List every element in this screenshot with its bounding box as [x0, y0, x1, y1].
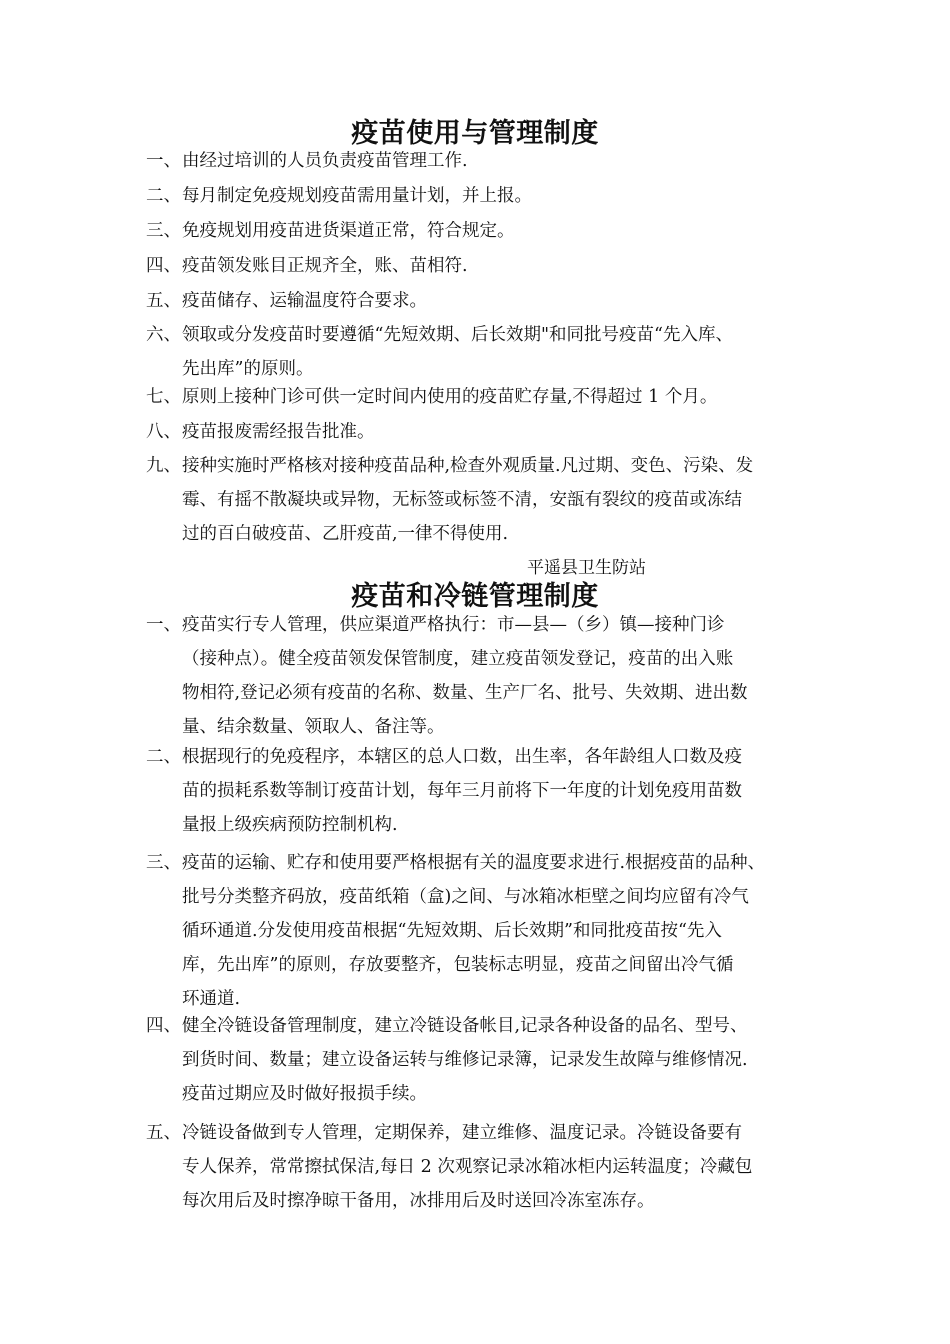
item-text: 到货时间、数量；建立设备运转与维修记录簿，记录发生故障与维修情况.: [182, 1050, 748, 1070]
item-number: 七、: [146, 387, 181, 407]
doc2-item-1: [146, 608, 826, 744]
item-number: 六、: [146, 325, 181, 345]
item-number: 二、: [146, 186, 181, 206]
item-text-line: [146, 642, 826, 676]
item-text-line: [146, 608, 826, 642]
doc1-item-9: [146, 449, 826, 551]
item-number: 九、: [146, 456, 181, 476]
item-text-line: [146, 380, 826, 414]
item-text-line: [146, 415, 826, 449]
item-text-line: [146, 1043, 826, 1077]
item-text: 量、结余数量、领取人、备注等。: [182, 717, 445, 737]
item-text: 量报上级疾病预防控制机构.: [182, 815, 398, 835]
doc2-item-2: [146, 740, 826, 842]
item-text: 苗的损耗系数等制订疫苗计划，每年三月前将下一年度的计划免疫用苗数: [182, 781, 742, 801]
item-text: 每次用后及时擦净晾干备用，冰排用后及时送回冷冻室冻存。: [182, 1191, 655, 1211]
doc2-title: 疫苗和冷链管理制度: [351, 581, 599, 612]
item-text-line: [146, 249, 826, 283]
item-text-line: [146, 740, 826, 774]
item-text-line: [146, 676, 826, 710]
doc1-signature: 平遥县卫生防站: [527, 558, 646, 578]
item-text: 疫苗过期应及时做好报损手续。: [182, 1084, 427, 1104]
item-text-line: [146, 1184, 826, 1218]
doc1-item-6: [146, 318, 826, 386]
item-text: 专人保养，常常擦拭保洁,每日 2 次观察记录冰箱冰柜内运转温度；冷藏包: [182, 1157, 753, 1177]
item-text: 冷链设备做到专人管理，定期保养，建立维修、温度记录。冷链设备要有: [182, 1123, 742, 1143]
item-text: 接种实施时严格核对接种疫苗品种,检查外观质量.凡过期、变色、污染、发: [182, 456, 754, 476]
item-number: 四、: [146, 1016, 181, 1036]
item-text-line: [146, 808, 826, 842]
item-text-line: [146, 449, 826, 483]
item-text-line: [146, 1116, 826, 1150]
item-text: 免疫规划用疫苗进货渠道正常，符合规定。: [182, 221, 515, 241]
item-text: 疫苗报废需经报告批准。: [182, 422, 375, 442]
item-text-line: [146, 517, 826, 551]
item-number: 三、: [146, 221, 181, 241]
item-text-line: [146, 1150, 826, 1184]
doc1-item-4: [146, 249, 826, 283]
item-text: 霉、有摇不散凝块或异物，无标签或标签不清，安瓿有裂纹的疫苗或冻结: [182, 490, 742, 510]
item-text-line: [146, 948, 826, 982]
doc2-item-5: [146, 1116, 826, 1218]
doc1-item-1: [146, 144, 826, 178]
item-number: 四、: [146, 256, 181, 276]
item-number: 一、: [146, 151, 181, 171]
doc2-item-3: [146, 846, 826, 1016]
item-text-line: [146, 1077, 826, 1111]
item-text: 根据现行的免疫程序，本辖区的总人口数，出生率，各年龄组人口数及疫: [182, 747, 742, 767]
item-number: 一、: [146, 615, 181, 635]
item-text-line: [146, 318, 826, 352]
item-text: 原则上接种门诊可供一定时间内使用的疫苗贮存量,不得超过 1 个月。: [182, 387, 718, 407]
item-text: 疫苗实行专人管理，供应渠道严格执行：市—县—（乡）镇—接种门诊: [182, 615, 725, 635]
doc2-item-4: [146, 1009, 826, 1111]
item-text: 每月制定免疫规划疫苗需用量计划，并上报。: [182, 186, 532, 206]
item-text: 批号分类整齐码放，疫苗纸箱（盒)之间、与冰箱冰柜壁之间均应留有冷气: [182, 887, 749, 907]
item-text: 先出库”的原则。: [182, 359, 314, 379]
item-number: 二、: [146, 747, 181, 767]
item-text-line: [146, 214, 826, 248]
doc1-item-2: [146, 179, 826, 213]
item-text: 循环通道.分发使用疫苗根据“先短效期、后长效期”和同批疫苗按“先入: [182, 921, 722, 941]
item-text: 环通道.: [182, 989, 241, 1009]
item-text: 健全冷链设备管理制度，建立冷链设备帐目,记录各种设备的品名、型号、: [182, 1016, 748, 1036]
item-text: 由经过培训的人员负责疫苗管理工作.: [182, 151, 468, 171]
item-text: 疫苗的运输、贮存和使用要严格根据有关的温度要求进行.根据疫苗的品种、: [182, 853, 766, 873]
item-text: 物相符,登记必须有疫苗的名称、数量、生产厂名、批号、失效期、进出数: [182, 683, 748, 703]
item-text-line: [146, 880, 826, 914]
doc1-item-3: [146, 214, 826, 248]
item-text-line: [146, 846, 826, 880]
item-text-line: [146, 483, 826, 517]
item-text: 疫苗储存、运输温度符合要求。: [182, 291, 427, 311]
item-text: 库，先出库”的原则，存放要整齐，包装标志明显，疫苗之间留出冷气循: [182, 955, 734, 975]
item-text-line: [146, 914, 826, 948]
item-text: 领取或分发疫苗时要遵循“先短效期、后长效期"和同批号疫苗“先入库、: [182, 325, 733, 345]
item-text-line: [146, 774, 826, 808]
item-text: 过的百白破疫苗、乙肝疫苗,一律不得使用.: [182, 524, 509, 544]
item-text-line: [146, 179, 826, 213]
item-number: 三、: [146, 853, 181, 873]
doc1-item-7: [146, 380, 826, 414]
doc1-item-8: [146, 415, 826, 449]
doc1-title: 疫苗使用与管理制度: [351, 118, 599, 149]
item-number: 五、: [146, 291, 181, 311]
item-text-line: [146, 284, 826, 318]
doc1-item-5: [146, 284, 826, 318]
item-text-line: [146, 1009, 826, 1043]
item-number: 五、: [146, 1123, 181, 1143]
item-text-line: [146, 710, 826, 744]
item-text: （接种点）。健全疫苗领发保管制度，建立疫苗领发登记，疫苗的出入账: [182, 649, 734, 669]
item-number: 八、: [146, 422, 181, 442]
item-text: 疫苗领发账目正规齐全，账、苗相符.: [182, 256, 468, 276]
item-text-line: [146, 144, 826, 178]
